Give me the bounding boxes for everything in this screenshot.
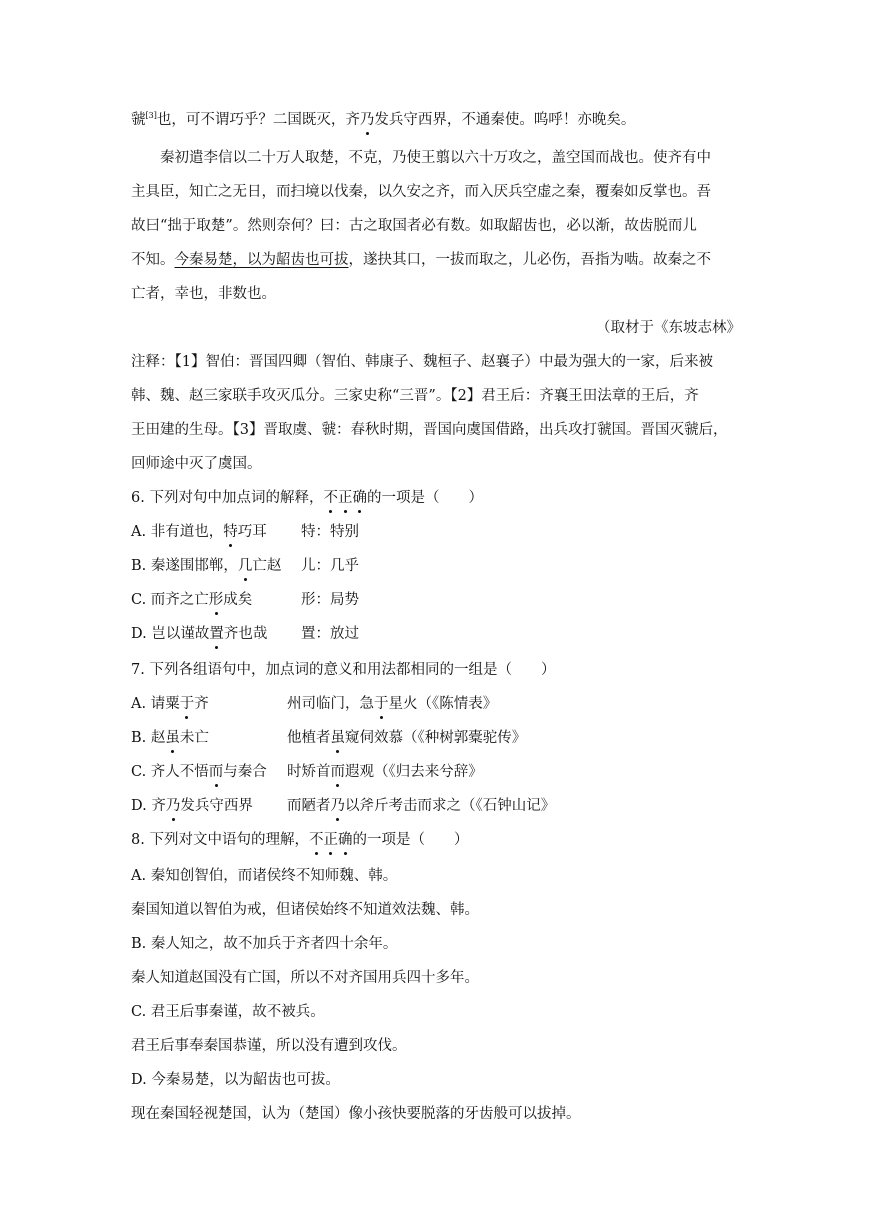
option-text: 窥伺效慕（《种树郭橐驼传》 (345, 730, 527, 746)
question-text: 6. 下列对句中加点词的解释， (131, 490, 324, 506)
option-text: 州司临门，急 (287, 696, 374, 712)
option-comparison (287, 764, 483, 780)
emphasis-dotted-char: 不 (308, 832, 324, 848)
underlined-sentence: 今秦易楚，以为龆齿也可拔 (174, 252, 349, 268)
option-sentence (131, 762, 287, 782)
question-8-meaning-b: 秦人知道赵国没有亡国，所以不对齐国用兵四十多年。 (131, 970, 479, 986)
option-text: 亡赵 (252, 558, 282, 574)
option-sentence (131, 556, 301, 576)
option-text: B. 赵 (131, 730, 166, 746)
note-line: 回师途中灭了虞国。 (131, 456, 262, 472)
note-line: 王田建的生母。【3】晋取虞、虢：春秋时期，晋国向虞国借路，出兵攻打虢国。晋国灭虢后， (131, 422, 728, 438)
passage-text: ，遂抉其口，一拔而取之，儿必伤，吾指为啮。故秦之不 (348, 252, 711, 268)
option-text: 以斧斤考击而求之（《石钟山记》 (345, 798, 556, 814)
emphasis-dotted-char: 不 (323, 490, 338, 506)
emphasis-dotted-char: 置 (209, 626, 224, 642)
emphasis-dotted-char: 乃 (330, 798, 345, 814)
option-text: 巧耳 (237, 524, 267, 540)
question-8-option-a: A. 秦知创智伯，而诸侯终不知师魏、韩。 (131, 868, 398, 884)
emphasis-dotted-char: 确 (337, 832, 353, 848)
passage-line-1 (131, 110, 741, 130)
option-text: 与秦合 (223, 764, 267, 780)
option-sentence (131, 694, 287, 714)
passage-paragraph-line: 亡者，幸也，非数也。 (131, 286, 276, 302)
question-8-meaning-a: 秦国知道以智伯为戒，但诸侯始终不知道效法魏、韩。 (131, 902, 479, 918)
question-7-stem: 7. 下列各组语句中，加点词的意义和用法都相同的一组是（ ） (131, 662, 556, 678)
passage-paragraph-line: 主具臣，知亡之无日，而扫境以伐秦，以久安之齐，而入厌兵空虚之秦，覆秦如反掌也。吾 (131, 184, 711, 200)
question-text: 的一项是（ ） (352, 832, 469, 848)
passage-paragraph-line: 秦初遣李信以二十万人取楚，不克，乃使王翦以六十万攻之，盖空国而战也。使齐有中 (160, 150, 711, 166)
note-line: 注释：【1】智伯：晋国四卿（智伯、韩康子、魏桓子、赵襄子）中最为强大的一家，后来被 (131, 354, 713, 370)
emphasis-dotted-char: 形 (208, 592, 224, 608)
emphasis-dotted-char: 乃 (165, 798, 181, 814)
option-text: 齐也哉 (223, 626, 268, 642)
emphasis-dotted-char: 确 (352, 490, 367, 506)
option-sentence (131, 796, 287, 816)
emphasis-dotted-char: 正 (323, 832, 338, 848)
option-text: A. 请粟 (131, 696, 180, 712)
emphasis-dotted-char: 于 (179, 696, 195, 712)
question-7-option-d (131, 796, 741, 816)
question-8-stem (131, 830, 741, 850)
question-8-option-d: D. 今秦易楚，以为龆齿也可拔。 (131, 1072, 340, 1088)
emphasis-dotted-char: 虽 (165, 730, 180, 746)
source-citation: （取材于《东坡志林》 (596, 320, 741, 336)
emphasis-dotted-char: 乃 (359, 112, 375, 128)
emphasis-dotted-char: 特 (223, 524, 238, 540)
option-text: C. 而齐之亡 (131, 592, 209, 608)
option-text: 成矣 (223, 592, 253, 608)
option-text: 发兵守西界 (180, 798, 253, 814)
question-8-option-c: C. 君王后事秦谨，故不被兵。 (131, 1004, 325, 1020)
question-7-option-b (131, 728, 741, 748)
question-6-stem (131, 488, 741, 508)
option-text: 星火（《陈情表》 (388, 696, 498, 712)
option-sentence (131, 624, 301, 644)
option-text: 齐 (194, 696, 209, 712)
option-sentence (131, 590, 301, 610)
question-text: 的一项是（ ） (366, 490, 483, 506)
question-6-option-d (131, 624, 741, 644)
question-8-meaning-d: 现在秦国轻视楚国，认为（楚国）像小孩快要脱落的牙齿般可以拔掉。 (131, 1106, 581, 1122)
passage-text: 发兵守西界，不通秦使。呜呼！亦晚矣。 (374, 112, 636, 128)
question-8-option-b: B. 秦人知之，故不加兵于齐者四十余年。 (131, 936, 398, 952)
passage-paragraph-line (131, 250, 741, 270)
option-text: 遐观（《归去来兮辞》 (345, 764, 483, 780)
emphasis-dotted-char: 虽 (330, 730, 345, 746)
option-gloss: 儿：几乎 (301, 558, 359, 574)
question-6-option-b (131, 556, 741, 576)
option-gloss: 形：局势 (301, 592, 359, 608)
note-line: 韩、魏、赵三家联手攻灭瓜分。三家史称“三晋”。【2】君王后：齐襄王田法章的王后，齐 (131, 388, 699, 404)
question-8-meaning-c: 君王后事奉秦国恭谨，所以没有遭到攻伐。 (131, 1038, 407, 1054)
option-text: D. 齐 (131, 798, 166, 814)
option-text: 而陋者 (287, 798, 331, 814)
footnote-marker: [3] (145, 111, 157, 121)
emphasis-dotted-char: 而 (208, 764, 224, 780)
question-6-option-a (131, 522, 741, 542)
emphasis-dotted-char: 而 (330, 764, 345, 780)
option-comparison (287, 730, 526, 746)
option-comparison (287, 798, 555, 814)
question-7-option-a (131, 694, 741, 714)
passage-text: 虢 (131, 112, 146, 128)
option-comparison (287, 696, 497, 712)
passage-text: 不知。 (131, 252, 175, 268)
option-gloss: 置：放过 (301, 626, 359, 642)
passage-text: 也，可不谓巧乎？二国既灭，齐 (156, 112, 360, 128)
passage-paragraph-line: 故曰“拙于取楚”。然则奈何？曰：古之取国者必有数。如取龆齿也，必以渐，故齿脱而儿 (131, 218, 697, 234)
option-text: C. 齐人不悟 (131, 764, 209, 780)
option-sentence (131, 728, 287, 748)
question-7-option-c (131, 762, 741, 782)
option-text: B. 秦遂围邯郸， (131, 558, 238, 574)
option-text: D. 岂以谨故 (131, 626, 210, 642)
question-text: 8. 下列对文中语句的理解， (131, 832, 309, 848)
option-sentence (131, 522, 301, 542)
emphasis-dotted-char: 几 (237, 558, 253, 574)
option-text: 未亡 (179, 730, 209, 746)
option-text: 他植者 (287, 730, 331, 746)
option-gloss: 特：特别 (301, 524, 359, 540)
emphasis-dotted-char: 于 (374, 696, 389, 712)
option-text: 时矫首 (287, 764, 331, 780)
option-text: A. 非有道也， (131, 524, 224, 540)
emphasis-dotted-char: 正 (337, 490, 353, 506)
question-6-option-c (131, 590, 741, 610)
